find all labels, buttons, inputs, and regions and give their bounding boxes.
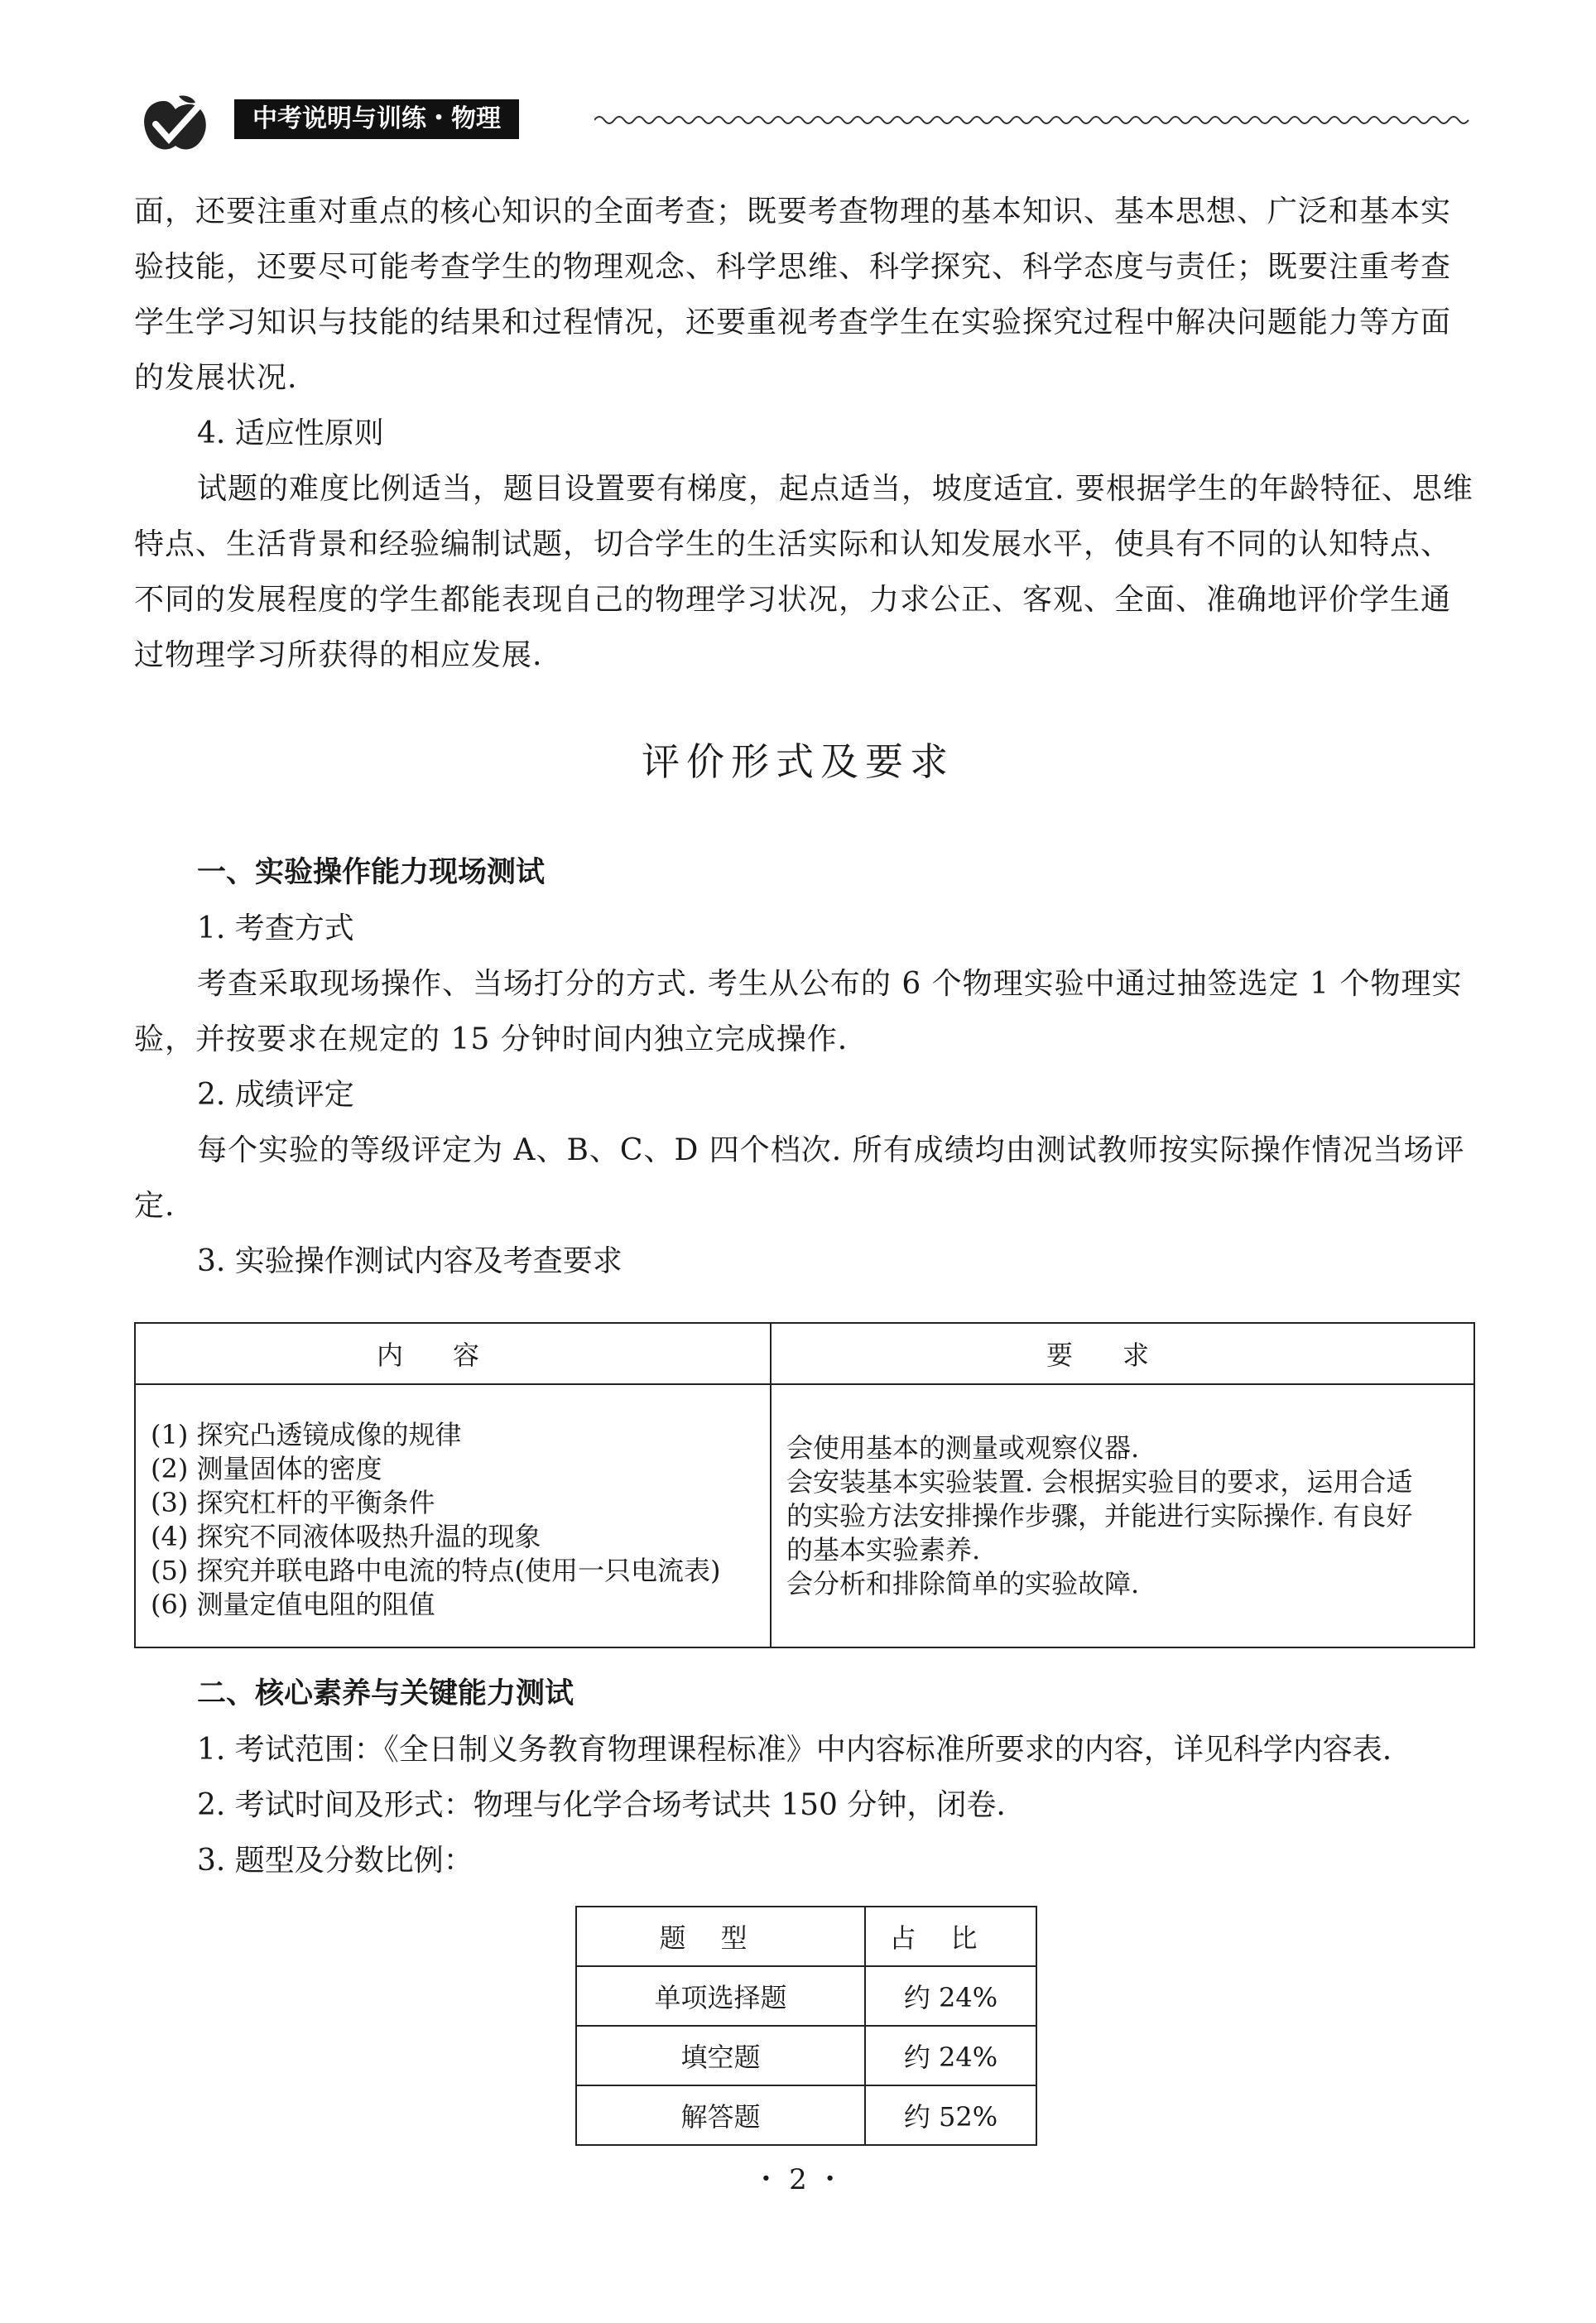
wavy-divider xyxy=(594,108,1473,132)
section-title: 评价形式及要求 xyxy=(642,739,954,784)
requirement-cell xyxy=(771,1384,1474,1647)
part2-item3: 3. 题型及分数比例： xyxy=(197,1844,474,1878)
intro-continuation xyxy=(134,184,1473,683)
principle-4-heading: 4. 适应性原则 xyxy=(197,416,384,450)
list-item: (6) 测量定值电阻的阻值 xyxy=(151,1589,435,1620)
part1-item3-heading: 3. 实验操作测试内容及考查要求 xyxy=(197,1244,623,1278)
requirement-line: 的实验方法安排操作步骤，并能进行实际操作. 有良好 xyxy=(786,1500,1413,1532)
table-row xyxy=(576,2085,1036,2145)
part2-item1: 1. 考试范围：《全日制义务教育物理课程标准》中内容标准所要求的内容，详见科学内容表. xyxy=(197,1733,1392,1767)
part1-heading: 一、实验操作能力现场测试 xyxy=(197,856,546,889)
table-header-ratio: 占比 xyxy=(865,1907,1036,1966)
paragraph: 面，还要注重对重点的核心知识的全面考查；既要考查物理的基本知识、基本思想、广泛和基本实验技能，还要尽可能考查学生的物理观念、科学思维、科学探究、科学态度与责任；既要注重考查学生学习知识与技能的结果和过程情况，还要重视考查学生在实验探究过程中解决问题能力等方面的发展状况. xyxy=(134,195,1452,395)
table-row xyxy=(576,2026,1036,2085)
ratio-cell: 约 24% xyxy=(865,2026,1036,2085)
table-row xyxy=(576,1966,1036,2026)
ratio-cell: 约 52% xyxy=(865,2085,1036,2145)
page-number: ・ 2 ・ xyxy=(752,2163,844,2196)
part1-item1-heading: 1. 考查方式 xyxy=(197,911,354,945)
apple-check-logo-icon xyxy=(131,93,230,156)
score-ratio-table xyxy=(575,1906,1037,2146)
experiment-table xyxy=(134,1322,1475,1648)
part1-item1-text: 考查采取现场操作、当场打分的方式. 考生从公布的 6 个物理实验中通过抽签选定 1 个物理实验，并按要求在规定的 15 分钟时间内独立完成操作. xyxy=(134,967,1463,1056)
part2-heading: 二、核心素养与关键能力测试 xyxy=(197,1677,574,1710)
list-item: (5) 探究并联电路中电流的特点(使用一只电流表) xyxy=(151,1555,721,1586)
table-header-requirement: 要求 xyxy=(771,1323,1474,1384)
table-header-content: 内容 xyxy=(135,1323,771,1384)
list-item: (4) 探究不同液体吸热升温的现象 xyxy=(151,1521,541,1552)
part2 xyxy=(134,1666,1473,1888)
header-title: 中考说明与训练・物理 xyxy=(234,99,519,139)
type-cell: 填空题 xyxy=(576,2026,865,2085)
type-cell: 单项选择题 xyxy=(576,1966,865,2026)
part2-item2: 2. 考试时间及形式：物理与化学合场考试共 150 分钟，闭卷. xyxy=(197,1788,1006,1822)
requirement-line: 会分析和排除简单的实验故障. xyxy=(786,1568,1140,1599)
page-header xyxy=(131,93,1478,156)
requirement-line: 会使用基本的测量或观察仪器. xyxy=(786,1432,1140,1464)
part1 xyxy=(134,845,1473,1289)
ratio-cell: 约 24% xyxy=(865,1966,1036,2026)
part1-item2-text: 每个实验的等级评定为 A、B、C、D 四个档次. 所有成绩均由测试教师按实际操作情况当场评定. xyxy=(134,1133,1465,1223)
principle-4-text: 试题的难度比例适当，题目设置要有梯度，起点适当，坡度适宜. 要根据学生的年龄特征、思维特点、生活背景和经验编制试题，切合学生的生活实际和认知发展水平，使具有不同的认知特点、不同的发展程度的学生都能表现自己的物理学习状况，力求公正、客观、全面、准确地评价学生通过物理学习所获得的相应发展. xyxy=(134,472,1473,672)
requirement-line: 会安装基本实验装置. 会根据实验目的要求，运用合适 xyxy=(786,1466,1413,1498)
content-cell xyxy=(135,1384,771,1647)
type-cell: 解答题 xyxy=(576,2085,865,2145)
list-item: (1) 探究凸透镜成像的规律 xyxy=(151,1419,462,1450)
list-item: (3) 探究杠杆的平衡条件 xyxy=(151,1487,435,1518)
requirement-line: 的基本实验素养. xyxy=(786,1534,981,1566)
table-header-type: 题型 xyxy=(576,1907,865,1966)
part1-item2-heading: 2. 成绩评定 xyxy=(197,1078,354,1112)
list-item: (2) 测量固体的密度 xyxy=(151,1453,382,1484)
